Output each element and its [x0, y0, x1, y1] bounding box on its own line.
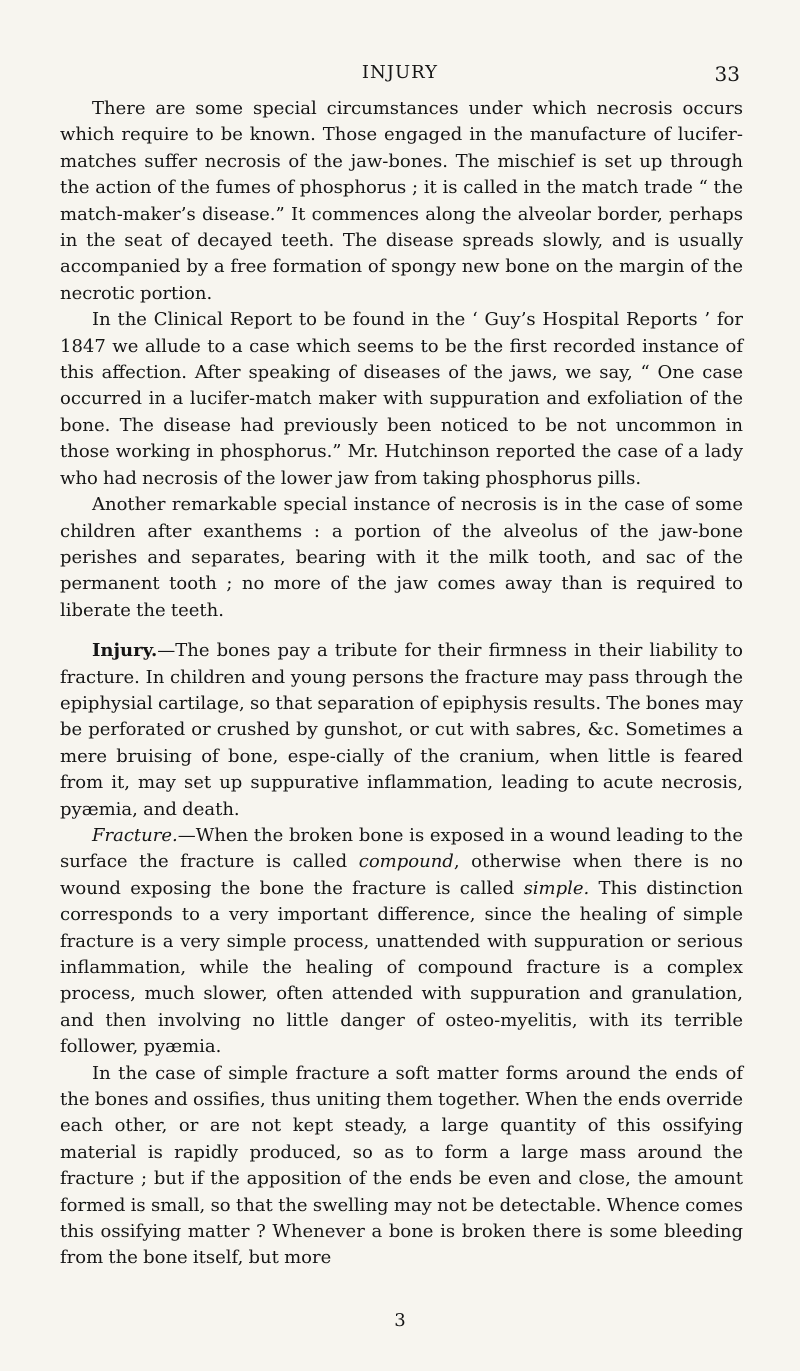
fracture-text-3: This distinction corresponds to a very important difference, since the healing of simple fracture is a very simple process, unattended with suppuration or serious inflammation, while the healing of compound fracture is a complex process, much slower, often attended with suppuration and granulation, and then involving no little danger of osteo-myelitis, with its terrible follower, pyæmia.	[60, 877, 744, 1058]
paragraph-fracture	[60, 823, 743, 1061]
paragraph-injury	[60, 638, 743, 823]
fracture-heading: Fracture.	[92, 824, 178, 846]
injury-text: —The bones pay a tribute for their firmness in their liability to fracture. In children and young persons the fracture may pass through the epiphysial cartilage, so that separation of epiphysis results. The bones may be perforated or crushed by gunshot, or cut with sabres, &c. Sometimes a mere bruising of bone, espe-cially of the cranium, when little is feared from it, may set up suppurative inflammation, leading to acute necrosis, pyæmia, and death.	[60, 640, 743, 820]
paragraph-simple-fracture: In the case of simple fracture a soft matter forms around the ends of the bones and ossifies, thus uniting them together. When the ends override each other, or are not kept steady, a large quantity of this ossifying material is rapidly produced, so as to form a large mass around the fracture ; but if the apposition of the ends be even and close, the amount formed is small, so that the swelling may not be detectable. Whence comes this ossifying matter ? Whenever a bone is broken there is some bleeding from the bone itself, but more	[60, 1062, 743, 1269]
signature-mark: 3	[394, 1310, 406, 1331]
paragraph-phosphorus-necrosis: There are some special circumstances under which necrosis occurs which require to be known. Those engaged in the manufacture of lucifer-matches suffer necrosis of the jaw-bones. The mischief is set up through the action of the fumes of phosphorus ; it is called in the match trade “ the match-maker’s disease.” It commences along the alveolar border, perhaps in the seat of decayed teeth. The disease spreads slowly, and is usually accompanied by a free formation of spongy new bone on the margin of the necrotic portion.	[60, 98, 743, 304]
injury-heading: Injury.	[92, 640, 158, 662]
fracture-text-2: , otherwise when there is no wound exposing the bone the fracture is called	[60, 851, 743, 899]
running-head: INJURY	[361, 62, 439, 83]
fracture-text-1: —When the broken bone is exposed in a wound leading to the surface the fracture is called	[60, 824, 743, 873]
paragraph-exanthems: Another remarkable special instance of necrosis is in the case of some children after exanthems : a portion of the alveolus of the jaw-bone perishes and separates, bearing with it the milk tooth, and sac of the permanent tooth ; no more of the jaw comes away than is required to liberate the teeth.	[60, 494, 743, 621]
paragraph-clinical-report: In the Clinical Report to be found in the ‘ Guy’s Hospital Reports ’ for 1847 we allude to a case which seems to be the first recorded instance of this affection. After speaking of diseases of the jaws, we say, “ One case occurred in a lucifer-match maker with suppuration and exfoliation of the bone. The disease had previously been noticed to be not uncommon in those working in phosphorus.” Mr. Hutchinson reported the case of a lady who had necrosis of the lower jaw from taking phosphorus pills.	[60, 309, 743, 489]
page-header	[0, 62, 800, 92]
term-simple: simple.	[523, 877, 590, 899]
term-compound: compound	[358, 851, 454, 873]
body-text	[60, 96, 743, 1272]
page-number: 33	[714, 62, 740, 86]
